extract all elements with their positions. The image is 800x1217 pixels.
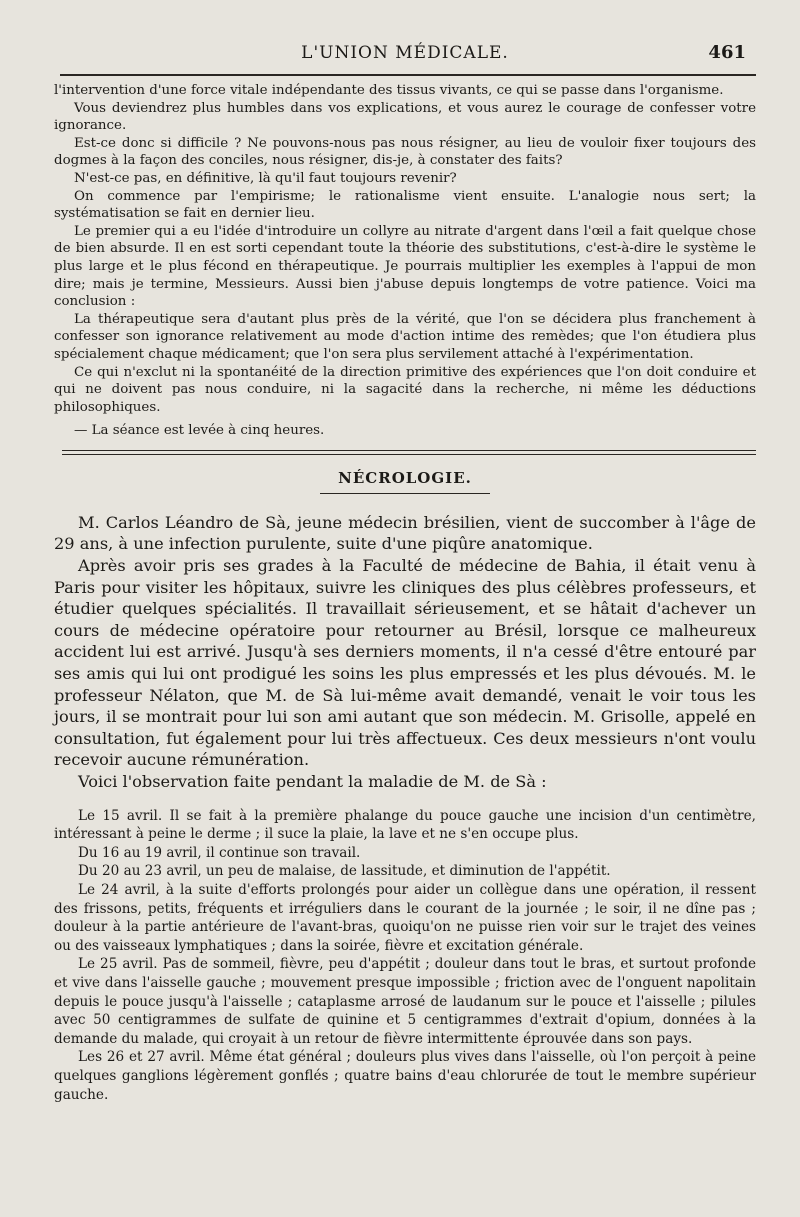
paragraph: M. Carlos Léandro de Sà, jeune médecin brésilien, vient de succomber à l'âge de 29 ans, à une infection purulente, suite d'une piqûre anatomique. <box>54 512 756 554</box>
observation-entry: Le 15 avril. Il se fait à la première phalange du pouce gauche une incision d'un centimètre, intéressant à peine le derme ; il suce la plaie, la lave et ne s'en occupe plus. <box>54 807 756 843</box>
paragraph: Voici l'observation faite pendant la maladie de M. de Sà : <box>78 772 547 791</box>
running-title: L'UNION MÉDICALE. <box>301 43 509 63</box>
observation-entry: Le 25 avril. Pas de sommeil, fièvre, peu d'appétit ; douleur dans tout le bras, et surtout profonde et vive dans l'aisselle gauche ; mouvement presque impossible ; friction avec de l'onguent napolitain depuis le pouce jusqu'à l'aisselle ; cataplasme arrosé de laudanum sur le pouce et l'aisselle ; pilules avec 50 centigrammes de sulfate de quinine et 5 centigrammes d'extrait d'opium, données à la demande du malade, qui croyait à un retour de fièvre intermittente éprouvée dans son pays. <box>54 956 756 1047</box>
paragraph: Vous deviendrez plus humbles dans vos explications, et vous aurez le courage de confesser votre ignorance. <box>54 100 756 134</box>
paragraph: On commence par l'empirisme; le rationalisme vient ensuite. L'analogie nous sert; la systématisation se fait en dernier lieu. <box>54 188 756 222</box>
section-divider <box>62 450 756 455</box>
section-title: NÉCROLOGIE. <box>338 468 472 487</box>
header-rule <box>60 74 756 76</box>
paragraph: Est-ce donc si difficile ? Ne pouvons-nous pas nous résigner, au lieu de vouloir fixer toujours des dogmes à la façon des conciles, nous résigner, dis-je, à constater des faits? <box>54 135 756 169</box>
session-closing: — La séance est levée à cinq heures. <box>74 423 325 439</box>
paragraph: Le premier qui a eu l'idée d'introduire un collyre au nitrate d'argent dans l'œil a fait quelque chose de bien absurde. Il en est sorti cependant toute la théorie des substitutions, c'est-à-dire le système le plus large et le plus fécond en thérapeutique. Je pourrais multiplier les exemples à l'appui de mon dire; mais je termine, Messieurs. Aussi bien j'abuse depuis longtemps de votre patience. Voici ma conclusion : <box>54 223 756 310</box>
necrology-text <box>54 512 756 793</box>
observation-entry: Le 24 avril, à la suite d'efforts prolongés pour aider un collègue dans une opération, il ressent des frissons, petits, fréquents et irréguliers dans le courant de la journée ; le soir, il ne dîne pas ; douleur à la partie antérieure de l'avant-bras, quoiqu'on ne puisse rien voir sur le trajet des veines ou des vaisseaux lymphatiques ; dans la soirée, fièvre et excitation générale. <box>54 881 756 954</box>
observation-entry: Du 20 au 23 avril, un peu de malaise, de lassitude, et diminution de l'appétit. <box>78 863 611 880</box>
paragraph: Après avoir pris ses grades à la Faculté de médecine de Bahia, il était venu à Paris pour visiter les hôpitaux, suivre les cliniques des plus célèbres professeurs, et étudier quelques spécialités. Il travaillait sérieusement, et se hâtait d'achever un cours de médecine opératoire pour retourner au Brésil, lorsque ce malheureux accident lui est arrivé. Jusqu'à ses derniers moments, il n'a cessé d'être entouré par ses amis qui lui ont prodigué les soins les plus empressés et les plus dévoués. M. le professeur Nélaton, que M. de Sà lui-même avait demandé, venait le voir tous les jours, il se montrait pour lui son ami autant que son médecin. M. Grisolle, appelé en consultation, fut également pour lui très affectueux. Ces deux messieurs n'ont voulu recevoir aucune rémunération. <box>54 556 756 770</box>
paragraph: La thérapeutique sera d'autant plus près de la vérité, que l'on se décidera plus franchement à confesser son ignorance relativement au mode d'action intime des remèdes; que l'on étudiera plus spécialement chaque médicament; que l'on sera plus servilement attaché à l'expérimentation. <box>54 311 756 362</box>
observation-entry: Les 26 et 27 avril. Même état général ; douleurs plus vives dans l'aisselle, où l'on perçoit à peine quelques ganglions légèrement gonflés ; quatre bains d'eau chlorurée de tout le membre supérieur gauche. <box>54 1049 756 1103</box>
page-header <box>54 36 756 70</box>
observation-entry: Du 16 au 19 avril, il continue son travail. <box>78 844 361 861</box>
lecture-text <box>54 82 756 440</box>
paragraph: Ce qui n'exclut ni la spontanéité de la direction primitive des expériences que l'on doit conduire et qui ne doivent pas nous conduire, ni la sagacité dans la recherche, ni même les déductions philosophiques. <box>54 364 756 415</box>
paragraph: N'est-ce pas, en définitive, là qu'il faut toujours revenir? <box>74 170 457 186</box>
observation-text <box>54 807 756 1105</box>
paragraph: l'intervention d'une force vitale indépendante des tissus vivants, ce qui se passe dans l'organisme. <box>54 83 724 98</box>
page-number: 461 <box>708 42 746 63</box>
title-underline <box>320 493 490 494</box>
